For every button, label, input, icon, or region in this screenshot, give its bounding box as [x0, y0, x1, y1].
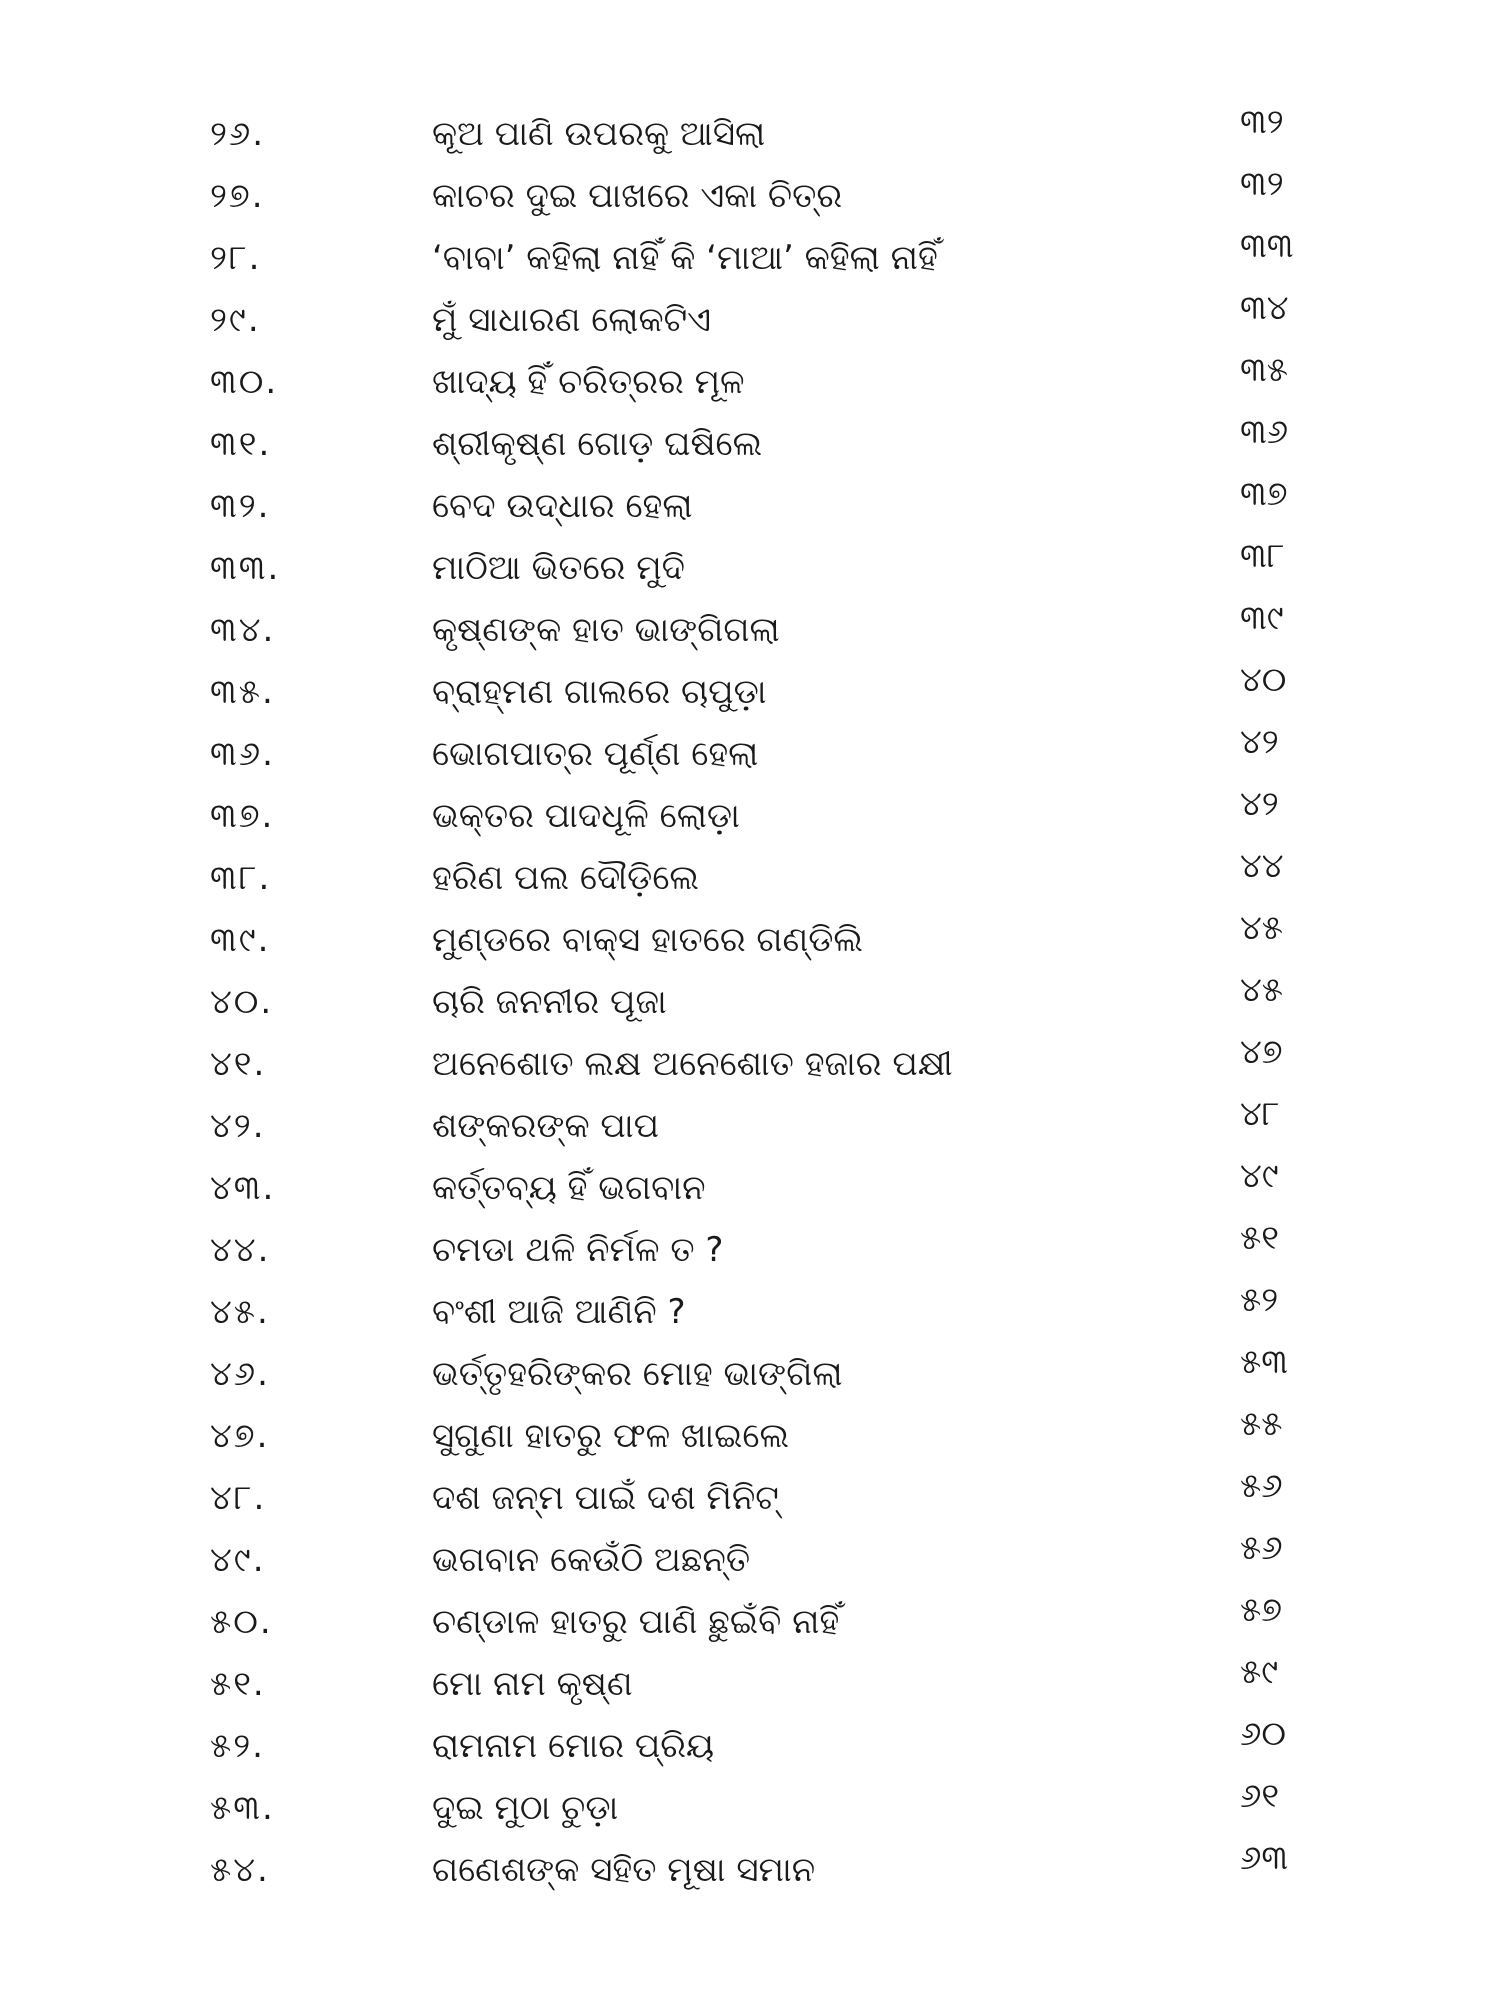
toc-entry-page: ୫୨ [1240, 1280, 1279, 1320]
toc-entry-page: ୫୭ [1240, 1590, 1283, 1630]
toc-entry-number: ୫୦. [210, 1602, 273, 1642]
toc-entry-title: ବେଦ ଉଦ୍ଧାର ହେଲା [432, 486, 693, 526]
toc-entry-number: ୪୩. [210, 1168, 276, 1208]
toc-entry-number: ୨୮. [210, 238, 262, 278]
toc-entry-number: ୩୯. [210, 920, 271, 960]
toc-entry-title: ‘ବାବା’ କହିଲା ନାହିଁ କି ‘ମାଆ’ କହିଲା ନାହିଁ [432, 238, 938, 278]
toc-entry-title: ବଂଶୀ ଆଜି ଆଣିନି ? [432, 1292, 686, 1332]
toc-entry-title: ମୁଣ୍ଡରେ ବାକ୍ସ ହାତରେ ଗଣ୍ଡିଲି [432, 920, 864, 960]
toc-entry-title: ଚଣ୍ଡାଳ ହାତରୁ ପାଣି ଛୁଇଁବି ନାହିଁ [432, 1602, 840, 1642]
toc-entry-title: କାଚର ଦୁଇ ପାଖରେ ଏକା ଚିତ୍ର [432, 176, 843, 216]
toc-entry-page: ୪୮ [1240, 1094, 1280, 1134]
toc-entry-page: ୩୨ [1240, 102, 1284, 142]
toc-entry-title: ଗଣେଶଙ୍କ ସହିତ ମୂଷା ସମାନ [432, 1850, 816, 1890]
toc-entry-number: ୩୨. [210, 486, 271, 526]
toc-entry-number: ୨୭. [210, 176, 265, 216]
toc-entry-title: ଚମଡା ଥଳି ନିର୍ମଳ ତ ? [432, 1230, 724, 1270]
toc-entry-page: ୪୪ [1240, 846, 1284, 886]
toc-entry-title: ଶ୍ରୀକୃଷ୍ଣ ଗୋଡ଼ ଘଷିଲେ [432, 424, 763, 464]
toc-entry-page: ୩୨ [1240, 164, 1284, 204]
toc-entry-page: ୪୦ [1240, 660, 1287, 700]
toc-entry-page: ୪୨ [1240, 784, 1279, 824]
toc-entry-title: ହରିଣ ପଲ ଦୌଡ଼ିଲେ [432, 858, 699, 898]
toc-entry-number: ୩୦. [210, 362, 279, 402]
toc-entry-title: ଶଙ୍କରଙ୍କ ପାପ [432, 1106, 660, 1146]
toc-entry-number: ୪୬. [210, 1354, 270, 1394]
toc-entry-number: ୪୦. [210, 982, 274, 1022]
toc-entry-number: ୫୪. [210, 1850, 270, 1890]
toc-entry-page: ୪୭ [1240, 1032, 1283, 1072]
toc-entry-title: ଖାଦ୍ୟ ହିଁ ଚରିତ୍ରର ମୂଳ [432, 362, 745, 402]
toc-entry-number: ୪୯. [210, 1540, 266, 1580]
toc-entry-number: ୩୫. [210, 672, 275, 712]
toc-entry-title: ଭକ୍ତର ପାଦଧୂଳି ଲୋଡ଼ା [432, 796, 740, 836]
toc-entry-title: ଚାରି ଜନନୀର ପୂଜା [432, 982, 667, 1022]
toc-entry-title: ଅନେଶୋତ ଲକ୍ଷ ଅନେଶୋତ ହଜାର ପକ୍ଷୀ [432, 1044, 953, 1084]
toc-entry-title: ଦଶ ଜନ୍ମ ପାଇଁ ଦଶ ମିନିଟ୍ [432, 1478, 779, 1518]
toc-entry-number: ୩୬. [210, 734, 275, 774]
toc-entry-page: ୫୩ [1240, 1342, 1288, 1382]
toc-entry-title: ମୁଁ ସାଧାରଣ ଲୋକଟିଏ [432, 300, 712, 340]
toc-entry-page: ୪୯ [1240, 1156, 1279, 1196]
toc-entry-page: ୩୭ [1240, 474, 1288, 514]
toc-entry-page: ୬୧ [1240, 1776, 1280, 1816]
toc-entry-number: ୩୩. [210, 548, 281, 588]
toc-entry-title: ଭୋଗପାତ୍ର ପୂର୍ଣ୍ଣ ହେଲା [432, 734, 759, 774]
toc-entry-number: ୩୧. [210, 424, 272, 464]
toc-entry-title: ମାଠିଆ ଭିତରେ ମୁଦି [432, 548, 686, 588]
toc-entry-number: ୪୮. [210, 1478, 267, 1518]
toc-entry-page: ୪୨ [1240, 722, 1279, 762]
toc-entry-page: ୩୮ [1240, 536, 1285, 576]
toc-entry-title: ମୋ ନାମ କୃଷ୍ଣ [432, 1664, 633, 1704]
toc-entry-title: ସୁଗୁଣା ହାତରୁ ଫଳ ଖାଇଲେ [432, 1416, 790, 1456]
toc-entry-number: ୫୩. [210, 1788, 275, 1828]
toc-row [0, 1839, 1500, 1901]
toc-entry-page: ୩୬ [1240, 412, 1289, 452]
toc-entry-number: ୨୯. [210, 300, 261, 340]
toc-entry-title: କୃଷ୍ଣଙ୍କ ହାତ ଭାଙ୍ଗିଗଲା [432, 610, 780, 650]
toc-entry-number: ୩୭. [210, 796, 275, 836]
toc-entry-page: ୫୬ [1240, 1466, 1283, 1506]
toc-entry-title: କୂଅ ପାଣି ଉପରକୁ ଆସିଲା [432, 114, 766, 154]
toc-entry-number: ୪୪. [210, 1230, 271, 1270]
toc-entry-page: ୩୯ [1240, 598, 1284, 638]
toc-entry-page: ୫୫ [1240, 1404, 1283, 1444]
toc-entry-page: ୪୫ [1240, 970, 1284, 1010]
toc-entry-number: ୪୧. [210, 1044, 267, 1084]
toc-entry-number: ୪୨. [210, 1106, 266, 1146]
table-of-contents [0, 103, 1500, 1901]
toc-entry-title: ଭର୍ତ୍ତୃହରିଙ୍କର ମୋହ ଭାଙ୍ଗିଲା [432, 1354, 843, 1394]
toc-entry-page: ୬୦ [1240, 1714, 1286, 1754]
toc-entry-number: ୩୪. [210, 610, 276, 650]
toc-entry-page: ୫୧ [1240, 1218, 1279, 1258]
toc-entry-title: କର୍ତ୍ତବ୍ୟ ହିଁ ଭଗବାନ [432, 1168, 706, 1208]
toc-entry-number: ୫୧. [210, 1664, 266, 1704]
toc-entry-number: ୪୭. [210, 1416, 270, 1456]
toc-entry-page: ୬୩ [1240, 1838, 1289, 1878]
toc-entry-title: ଦୁଇ ମୁଠା ଚୁଡ଼ା [432, 1788, 619, 1828]
toc-entry-title: ବ୍ରାହ୍ମଣ ଗାଲରେ ଚାପୁଡ଼ା [432, 672, 767, 712]
toc-entry-page: ୫୬ [1240, 1528, 1283, 1568]
toc-entry-page: ୩୫ [1240, 350, 1288, 390]
toc-entry-page: ୩୪ [1240, 288, 1289, 328]
toc-entry-page: ୩୩ [1240, 226, 1294, 266]
toc-entry-number: ୩୮. [210, 858, 272, 898]
toc-entry-number: ୪୫. [210, 1292, 270, 1332]
toc-entry-number: ୫୨. [210, 1726, 265, 1766]
toc-entry-page: ୪୫ [1240, 908, 1284, 948]
toc-entry-title: ଭଗବାନ କେଉଁଠି ଅଛନ୍ତି [432, 1540, 751, 1580]
toc-entry-number: ୨୬. [210, 114, 266, 154]
toc-entry-page: ୫୯ [1240, 1652, 1279, 1692]
toc-entry-title: ରାମନାମ ମୋର ପ୍ରିୟ [432, 1726, 715, 1766]
